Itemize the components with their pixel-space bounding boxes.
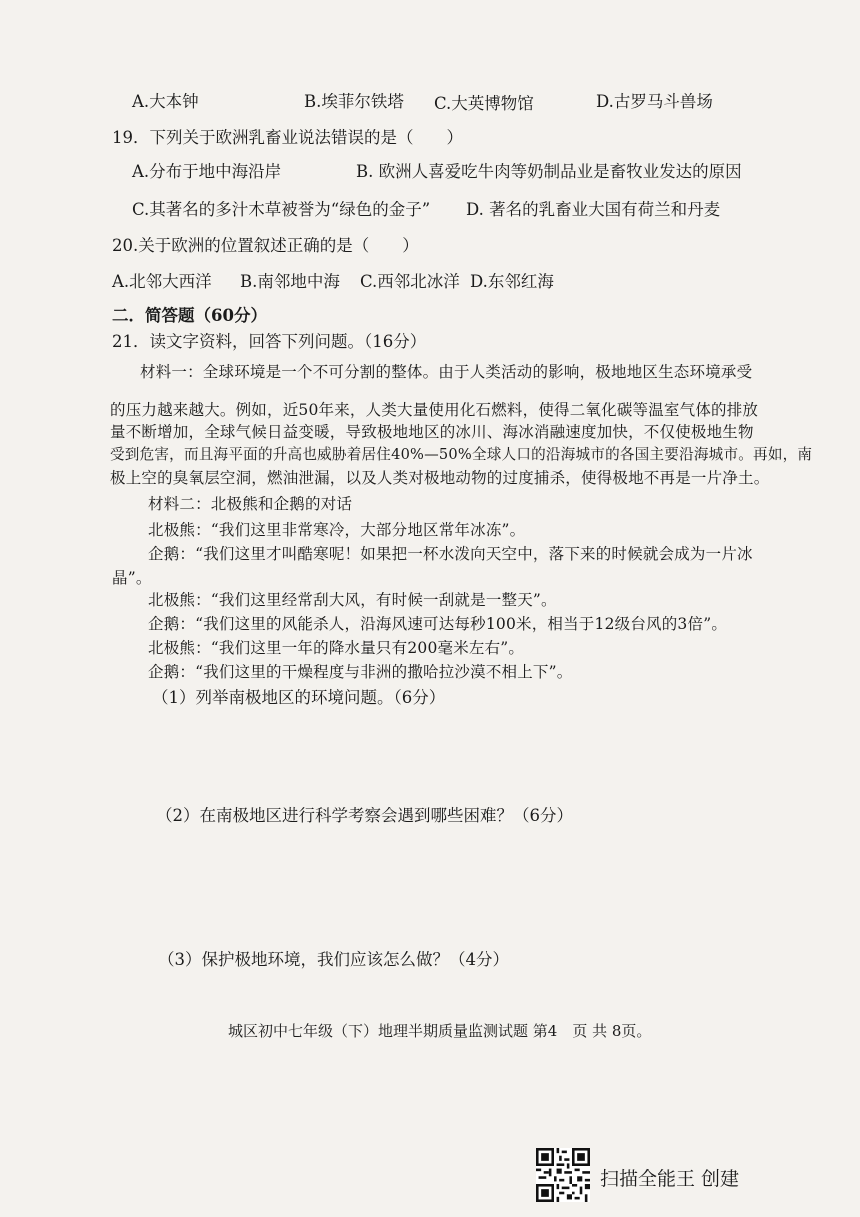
q19-option-c: C.其著名的多汁木草被誉为“绿色的金子” [132,200,431,219]
material1-line: 极上空的臭氧层空洞，燃油泄漏，以及人类对极地动物的过度捕杀，使得极地不再是一片净土。 [110,469,770,487]
q18-option-b: B.埃菲尔铁塔 [304,92,404,111]
section-title: 二．简答题（60分） [112,306,267,325]
q20-option-a: A.北邻大西洋 [112,272,212,291]
q21-sub1: （1）列举南极地区的环境问题。（6分） [152,688,446,707]
q21-sub2: （2）在南极地区进行科学考察会遇到哪些困难？（6分） [156,806,573,825]
material1-line: 受到危害，而且海平面的升高也威胁着居住40%—50%全球人口的沿海城市的各国主要沿海城市。再如，南 [110,446,813,463]
q19-option-a: A.分布于地中海沿岸 [132,162,282,181]
material2-title: 材料二：北极熊和企鹅的对话 [148,495,353,513]
q19-stem: 19．下列关于欧洲乳畜业说法错误的是（ ） [112,128,463,147]
material1-line: 材料一：全球环境是一个不可分割的整体。由于人类活动的影响，极地地区生态环境承受 [140,363,753,381]
q21-sub3: （3）保护极地环境，我们应该怎么做？（4分） [158,950,509,969]
q20-stem: 20.关于欧洲的位置叙述正确的是（ ） [112,236,419,255]
dialogue-line: 晶”。 [112,569,152,587]
q20-option-d: D.东邻红海 [470,272,554,291]
q20-option-c: C.西邻北冰洋 [360,272,460,291]
material1-line: 量不断增加，全球气候日益变暖，导致极地地区的冰川、海冰消融速度加快，不仅使极地生物 [110,423,754,441]
qr-code-icon [536,1148,590,1202]
scanner-watermark-label: 扫描全能王 创建 [600,1168,740,1190]
q19-option-b: B. 欧洲人喜爱吃牛肉等奶制品业是畜牧业发达的原因 [356,162,742,181]
dialogue-line: 企鹅：“我们这里的风能杀人，沿海风速可达每秒100米，相当于12级台风的3倍”。 [148,615,728,633]
q18-option-a: A.大本钟 [132,92,199,111]
dialogue-line: 北极熊：“我们这里非常寒冷，大部分地区常年冰冻”。 [148,521,526,539]
page-footer: 城区初中七年级（下）地理半期质量监测试题 第4 页 共 8页。 [228,1022,652,1040]
dialogue-line: 企鹅：“我们这里的干燥程度与非洲的撒哈拉沙漠不相上下”。 [148,663,573,681]
q18-option-d: D.古罗马斗兽场 [596,92,713,111]
dialogue-line: 北极熊：“我们这里经常刮大风，有时候一刮就是一整天”。 [148,591,557,609]
dialogue-line: 企鹅：“我们这里才叫酷寒呢！如果把一杯水泼向天空中，落下来的时候就会成为一片冰 [148,545,753,563]
q21-stem: 21．读文字资料，回答下列问题。（16分） [112,332,427,351]
material1-line: 的压力越来越大。例如，近50年来，人类大量使用化石燃料，使得二氧化碳等温室气体的排放 [110,401,759,419]
dialogue-line: 北极熊：“我们这里一年的降水量只有200毫米左右”。 [148,639,525,657]
q19-option-d: D. 著名的乳畜业大国有荷兰和丹麦 [466,200,721,219]
q20-option-b: B.南邻地中海 [240,272,340,291]
q18-option-c: C.大英博物馆 [434,94,534,113]
